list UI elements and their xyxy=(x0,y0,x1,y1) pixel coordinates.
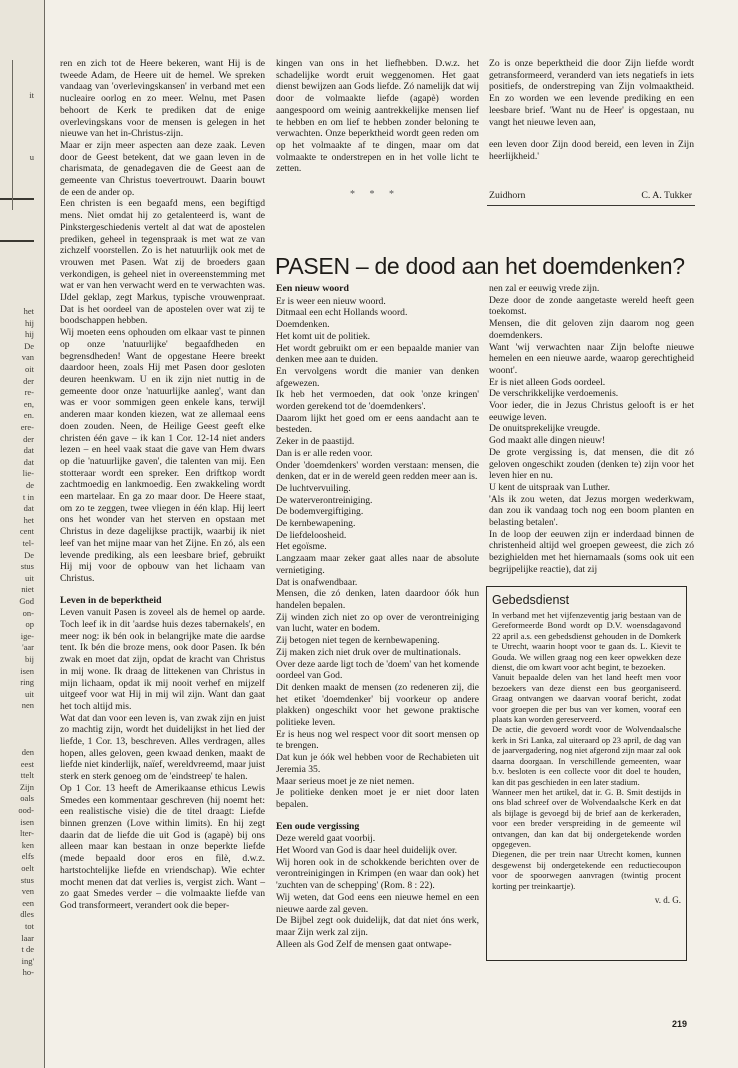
paragraph: Zij betogen niet tegen de kernbewapening. xyxy=(276,635,440,647)
paragraph: Er is weer een nieuw woord. xyxy=(276,295,386,307)
paragraph: Je politieke denken moet je er niet door laten bepalen. xyxy=(276,787,479,810)
margin-fragment: en, xyxy=(23,398,34,409)
article2-column-d xyxy=(276,283,479,950)
margin-fragment: den xyxy=(21,747,34,757)
margin-fragment: een xyxy=(22,897,34,908)
margin-fragment: het xyxy=(23,306,34,316)
margin-fragment: en. xyxy=(23,410,34,421)
margin-fragment: t in xyxy=(22,491,34,502)
margin-line xyxy=(12,60,13,210)
margin-fragment: isen xyxy=(20,665,34,676)
margin-fragment: 'aar xyxy=(22,642,34,653)
paragraph: Een christen is een begaafd mens, een begiftigd mens. Niet omdat hij zo getalenteerd is, want de Pinkstergeschiedenis vertelt al dat wat de apostelen prediken, geheel in tegenspraak is met wat ze van zichzelf voorstellen. Zo is het natuurlijk ook met de vrouwen met Pasen. Wat zij de broeders gaan verkondigen, is geheel niet in overeenstemming met wat er van hen verwacht werd en te verwachten was. IJdel geklap, zegt Markus, typische vrouwenpraat. Dat is het oordeel van de apostelen over wat zij te boodschappen hebben. xyxy=(60,198,265,327)
margin-fragment: uit xyxy=(25,688,34,699)
margin-fragment: ige- xyxy=(20,630,34,641)
paragraph: Daarom lijkt het goed om er eens aandacht aan te besteden. xyxy=(276,412,479,436)
margin-fragment: ere- xyxy=(20,422,34,432)
box-title: Gebedsdienst xyxy=(492,593,570,607)
paragraph: Diegenen, die per trein naar Utrecht komen, kunnen desgewenst bij ondergetekende een reductiecoupon voor de spoorwegen aanvragen (twintig procent korting per treinkaartje). xyxy=(492,849,681,891)
margin-fragment: van xyxy=(21,352,34,363)
paragraph: Over deze aarde ligt toch de 'doem' van het komende oordeel van God. xyxy=(276,658,479,682)
paragraph: Deze wereld gaat voorbij. xyxy=(276,833,376,845)
section-separator-stars: * * * xyxy=(350,189,400,200)
margin-fragment: der xyxy=(23,433,34,444)
margin-fragment: u xyxy=(29,152,34,162)
paragraph: In verband met het vijfenzeventig jarig bestaan van de Gereformeerde Bond wordt op D.V. woensdagavond 22 april a.s. een gebedsdienst gehouden in de Domkerk te Utrecht, waarin hoopt voor te gaan ds. L. Kievit te Gouda. We willen graag nog een keer opwekken deze dienst, die om kwart voor acht begint, te bezoeken. xyxy=(492,610,681,673)
margin-fragment: oelt xyxy=(21,863,34,873)
margin-fragment: tot xyxy=(25,921,34,931)
margin-fragment: hij xyxy=(25,329,34,340)
paragraph: U kent de uitspraak van Luther. xyxy=(489,481,610,493)
margin-fragment: ven xyxy=(21,886,34,897)
margin-fragment: stus xyxy=(20,561,34,572)
paragraph: Dit denken maakt de mensen (zo redeneren zij, die het etiket 'doemdenker' bij voorkeur op andere plakken) ongeschikt voor het gewone praktische politieke leven. xyxy=(276,681,479,729)
paragraph: Alleen als God Zelf de mensen gaat ontwape- xyxy=(276,938,452,950)
article-headline: PASEN – de dood aan het doemdenken? xyxy=(275,253,685,279)
paragraph: Zo is onze beperktheid die door Zijn liefde wordt getransformeerd, veranderd van iets negatiefs in iets positiefs, de onderstreping van Zijn volmaaktheid. En zo worden we een levende prediking en een leesbare brief. 'Want nu de Heer' is opgestaan, nu vangt het nieuwe leven aan, xyxy=(489,58,694,128)
paragraph: Er is heus nog wel respect voor dit soort mensen op te brengen. xyxy=(276,728,479,752)
margin-fragment: ring xyxy=(20,677,34,688)
paragraph: De Bijbel zegt ook duidelijk, dat dat niet óns werk, maar Zijn werk zal zijn. xyxy=(276,915,479,938)
margin-fragment: ken xyxy=(21,839,34,850)
margin-fragment: elfs xyxy=(21,851,34,862)
paragraph: De bodemvergiftiging. xyxy=(276,506,364,518)
margin-fragment: cent xyxy=(19,526,34,537)
paragraph: De actie, die gevoerd wordt voor de Wolvendaalsche kerk in Sri Lanka, zal uiteraard op 23 april, de dag van de jaarvergadering, nog niet afgerond zijn maar zal ook daarna doorgaan. In verschillende gemeenten, waar b.v. besloten is een collecte voor dit doel te houden, kan dit pas geschieden in een later stadium. xyxy=(492,724,681,787)
paragraph: Deze door de zonde aangetaste wereld heeft geen toekomst. xyxy=(489,294,694,318)
box-signature: v. d. G. xyxy=(654,894,681,905)
margin-fragment: het xyxy=(23,514,34,525)
author-place: Zuidhorn xyxy=(489,190,526,201)
margin-fragment: nen xyxy=(21,700,34,711)
margin-fragment: eest xyxy=(20,758,34,769)
margin-fragment: oit xyxy=(25,364,34,374)
paragraph: Het Woord van God is daar heel duidelijk over. xyxy=(276,845,458,857)
margin-fragment: ing' xyxy=(21,955,34,966)
paragraph: ren en zich tot de Heere bekeren, want Hij is de tweede Adam, de Heere uit de hemel. We spreken vandaag van 'overlevingskansen' in verband met een nucleaire oorlog en zo meer. Welnu, met Pasen behoort de Kerk te prediken dat de enige overlevingskans voor de mensen is gelegen in het nieuwe van het in-Christus-zijn. xyxy=(60,58,265,140)
margin-fragment: op xyxy=(25,619,34,630)
margin-rule xyxy=(0,240,34,242)
article-divider xyxy=(487,205,695,206)
paragraph: Maar er zijn meer aspecten aan deze zaak. Leven door de Geest betekent, dat we gaan leven in de charismata, de genadegaven die de Geest aan de gemeente van Christus toevertrouwt. Daarin bouwt de een de ander op. xyxy=(60,139,265,198)
paragraph: Dat kun je óók wel hebben voor de Rechabieten uit Jeremia 35. xyxy=(276,752,479,775)
margin-fragment: ho- xyxy=(22,967,34,978)
margin-fragment: tel- xyxy=(22,538,34,548)
margin-fragment: niet xyxy=(21,584,34,595)
paragraph: De onuitsprekelijke vreugde. xyxy=(489,423,601,435)
margin-fragment: lie- xyxy=(22,468,34,479)
paragraph: Dan is er alle reden voor. xyxy=(276,447,373,459)
margin-fragment: on- xyxy=(22,607,34,618)
article1-column-c xyxy=(489,58,694,163)
paragraph: De luchtvervuiling. xyxy=(276,482,351,494)
margin-fragment: Zijn xyxy=(19,781,34,792)
paragraph: Maar serieus moet je ze niet nemen. xyxy=(276,775,415,787)
margin-fragment: lter- xyxy=(20,828,34,839)
section-heading: Leven in de beperktheid xyxy=(60,594,162,606)
margin-fragment: t de xyxy=(21,944,34,955)
paragraph: Op 1 Cor. 13 heeft de Amerikaanse ethicus Lewis Smedes een kommentaar geschreven (hij noemt het: een realistische visie) die de titel draagt: Liefde binnen grenzen (Love within limits). En hij zegt daarin dat de liefde die uit God is (agapè) bij ons alleen maar kan bestaan in onze beperkte liefde (mede bepaald door eros en filè, d.w.z. hartstochtelijke liefde en vriendschap). Wie echter mocht menen dat dat verlies is, vergist zich. Want – zo gaat Smedes verder – die volmaakte liefde van God transformeert, verandert ook die beper- xyxy=(60,782,265,911)
paragraph: Onder 'doemdenkers' worden verstaan: mensen, die denken, dat er in de wereld geen redden meer aan is. xyxy=(276,459,479,483)
paragraph: Wij weten, dat God eens een nieuwe hemel en een nieuwe aarde zal geven. xyxy=(276,891,479,915)
sidebar-box xyxy=(486,586,687,961)
paragraph: Ditmaal een echt Hollands woord. xyxy=(276,307,408,319)
paragraph: In de loop der eeuwen zijn er inderdaad binnen de christenheid altijd wel groepen geweest, die zich zó bezighielden met het hiernamaals (soms ook uit een begrijpelijke reactie), dat zij xyxy=(489,528,694,575)
margin-fragment: hij xyxy=(25,317,34,328)
margin-fragment: De xyxy=(24,549,34,560)
paragraph: Want 'wij verwachten naar Zijn belofte nieuwe hemelen en een nieuwe aarde, waarop gerechtigheid woont'. xyxy=(489,341,694,376)
paragraph: Het komt uit de politiek. xyxy=(276,330,371,342)
margin-fragment: uit xyxy=(25,572,34,583)
article1-column-b xyxy=(276,58,479,175)
margin-fragment: De xyxy=(24,340,34,351)
margin-fragment: dat xyxy=(23,445,34,456)
paragraph: Dat is onafwendbaar. xyxy=(276,576,358,588)
paragraph: Er is niet alleen Gods oordeel. xyxy=(489,376,606,388)
margin-fragment: God xyxy=(19,596,34,606)
margin-fragment: dles xyxy=(20,909,34,920)
paragraph: Wij horen ook in de schokkende berichten over de verontreinigingen in Krimpen (en waar dan ook) het 'zuchten van de schepping' (Rom. 8 : 22). xyxy=(276,856,479,892)
margin-fragment: dat xyxy=(23,503,34,514)
paragraph: 'Als ik zou weten, dat Jezus morgen wederkwam, dan zou ik vandaag toch nog een boom planten en belasting betalen'. xyxy=(489,493,694,529)
margin-fragment: der xyxy=(23,375,34,386)
box-paragraphs xyxy=(492,610,681,891)
paragraph: God maakt alle dingen nieuw! xyxy=(489,435,606,447)
paragraph: nen zal er eeuwig vrede zijn. xyxy=(489,283,600,294)
paragraph: De verschrikkelijke verdoemenis. xyxy=(489,388,619,400)
paragraph: kingen van ons in het liefhebben. D.w.z. het schadelijke wordt eruit weggenomen. Het gaat dienst bewijzen aan Gods liefde. Zó namelijk dat wij door de volmaakte liefde (agapè) worden aangespoord om weinig aantrekkelijke mensen lief te hebben en om lief te hebben zonder beloning te verwachten. Onze beperktheid wordt geen reden om op het volmaakte af te dingen, maar om dat volmaakte te onderstrepen en in het volle licht te zetten. xyxy=(276,58,479,175)
margin-fragment: dat xyxy=(23,456,34,467)
adjacent-page-margin xyxy=(0,0,45,1068)
margin-fragment: laar xyxy=(21,932,34,943)
paragraph: Mensen, die dit geloven zijn daarom nog geen doemdenkers. xyxy=(489,318,694,341)
margin-fragment: isen xyxy=(20,816,34,827)
paragraph: Vanuit bepaalde delen van het land heeft men voor bezoekers van deze dienst een bus georganiseerd. Graag ontvangen we daarvan vooraf bericht, zodat voor groepen die per bus van ver komen, vooraf een plaats kan worden gereserveerd. xyxy=(492,672,681,725)
paragraph: Langzaam maar zeker gaat alles naar de absolute vernietiging. xyxy=(276,553,479,576)
margin-rule xyxy=(0,198,34,200)
paragraph: Wij moeten eens ophouden om elkaar vast te pinnen op onze 'natuurlijke' begaafdheden en begrensdheden! Want de opgestane Heere breekt daardoor heen, zoals Hij met Pasen door gesloten deuren heenkwam. U en ik zijn niet nuttig in de gemeente door onze 'natuurlijke aanleg', want dan was er voor sommigen geen enkele kans, terwijl anderen maar konden kiezen, wat ze allemaal eens doen zouden. Neen, de Heilige Geest geeft elke christen één gave – ik kan 1 Cor. 12-14 niet anders lezen – en heel vaak staat die gave van Hem dwars op die 'natuurlijke gaven', die talenten van mij. Een stotteraar wordt een spreker. Een driftkop wordt zachtmoedig en lankmoedig. Een zwakkeling wordt een martelaar. En ga zo maar door. De Heere staat, om zo te zeggen, twee vliegen in één klap. Hij leert ons het wonder van het sterven en opstaan met Christus in deze dagelijkse practijk, waarbij ik niet leef van het mijne maar van het Zijne. En zó, als een levende prediking, als een leesbare brief, gebruikt Hij mij voor de opbouw van het lichaam van Christus. xyxy=(60,327,265,584)
page-number: 219 xyxy=(672,1019,688,1029)
paragraph: Ik heb het vermoeden, dat ook 'onze kringen' worden gerekend tot de 'doemdenkers'. xyxy=(276,389,479,413)
paragraph: Leven vanuit Pasen is zoveel als de hemel op aarde. Toch leef ik in dit 'aardse huis dezes tabernakels', en meer nog: ik bén ook in belangrijke mate die aardse tent. Ik bén die broze mens, ook door Pasen. Ik bén zwak en moet dat zijn, opdat de kracht van Christus in mij wone. Ik draag de littekenen van Christus in mijn lichaam, opdat ik mij nooit verhef en mijzelf uitgeef voor wat Hij in mij wil zijn. Want dan gaat het toch altijd mis. xyxy=(60,607,265,712)
paragraph: De grote vergissing is, dat mensen, die dit zó geloven ongeschikt zouden (denken te) zijn voor het leven hier en nu. xyxy=(489,446,694,482)
paragraph-list xyxy=(489,283,694,576)
article2-column-e xyxy=(489,283,694,576)
paragraph: Mensen, die zó denken, laten daardoor óók hun handelen bepalen. xyxy=(276,588,479,611)
author-name: C. A. Tukker xyxy=(641,190,692,201)
paragraph: Het egoïsme. xyxy=(276,541,327,553)
paragraph: En vervolgens wordt die manier van denken afgewezen. xyxy=(276,365,479,389)
margin-fragment: de xyxy=(25,480,34,490)
margin-fragment: bij xyxy=(25,654,34,664)
paragraph: Zij winden zich niet zo op over de verontreiniging van lucht, water en bodem. xyxy=(276,611,479,635)
paragraph: Doemdenken. xyxy=(276,319,330,331)
paragraph: Het wordt gebruikt om er een bepaalde manier van denken mee aan te duiden. xyxy=(276,342,479,366)
margin-fragment: oals xyxy=(20,793,34,804)
paragraph-list xyxy=(276,833,479,950)
paragraph: De waterverontreiniging. xyxy=(276,494,373,506)
paragraph: De liefdeloosheid. xyxy=(276,529,347,541)
margin-fragment: re- xyxy=(24,387,34,398)
paragraph-list xyxy=(276,296,479,811)
margin-fragment: it xyxy=(29,90,34,100)
margin-fragment: ood- xyxy=(18,805,34,815)
paragraph: een leven door Zijn dood bereid, een leven in Zijn heerlijkheid.' xyxy=(489,139,694,162)
paragraph: De kernbewapening. xyxy=(276,518,356,530)
margin-fragment: ttelt xyxy=(20,770,34,781)
section-heading: Een oude vergissing xyxy=(276,820,360,832)
paragraph: Wat dat dan voor een leven is, van zwak zijn en juist zo machtig zijn, wordt het duidelijkst in het lied der liefde, 1 Cor. 13, beschreven. Alles verdragen, alles hopen, alles geloven, geen kwaad denken, maakt de liefde niet kinderlijk, naïef, wereldvreemd, maar juist sterk en sterk genoeg om de 'eindstreep' te halen. xyxy=(60,712,265,783)
paragraph: Wanneer men het artikel, dat ir. G. B. Smit destijds in ons blad schreef over de Wolvendaalsche Kerk en dat als bijlage is gevoegd bij de brief aan de kerkeraden, voor een breder verspreiding in de gemeente wil ontvangen, dan kan dat bij ondergetekende worden opgegeven. xyxy=(492,786,681,849)
paragraph: Zeker in de paastijd. xyxy=(276,436,355,448)
margin-fragment: stus xyxy=(20,874,34,885)
article1-column-a xyxy=(60,58,265,912)
section-heading: Een nieuw woord xyxy=(276,283,349,294)
paragraph: Zij maken zich niet druk over de multinationals. xyxy=(276,646,461,658)
paragraph: Voor ieder, die in Jezus Christus gelooft is er het eeuwige leven. xyxy=(489,400,694,423)
